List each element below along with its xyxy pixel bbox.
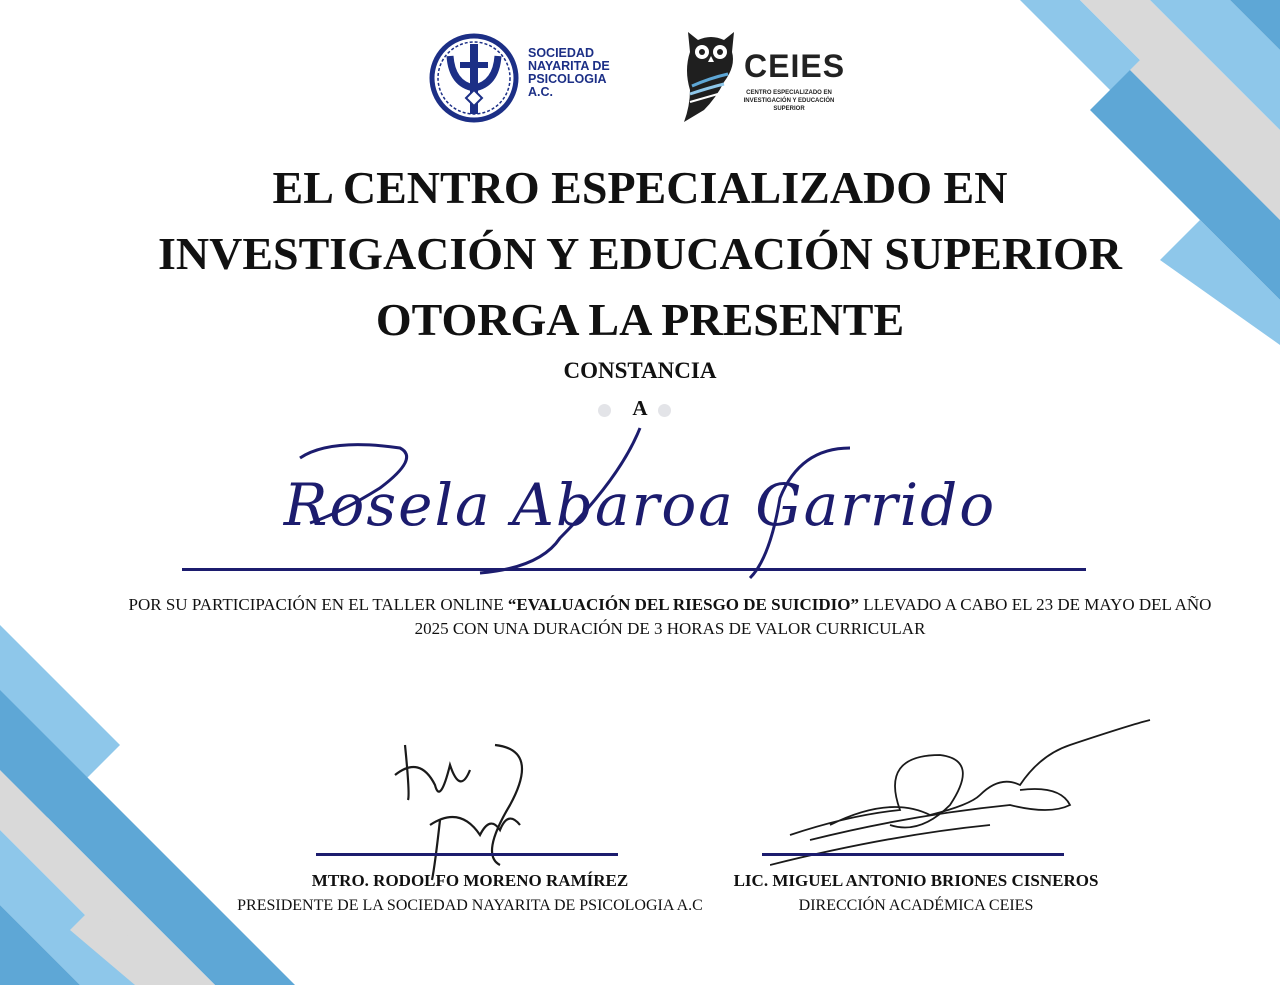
recipient-underline	[182, 568, 1086, 571]
signatory-2-name: LIC. MIGUEL ANTONIO BRIONES CISNEROS	[733, 871, 1099, 890]
snp-line-1: SOCIEDAD	[528, 46, 594, 60]
snp-name	[528, 47, 628, 99]
signature-drawing-1	[380, 725, 550, 885]
ceies-logo	[680, 26, 850, 126]
constancia-label: CONSTANCIA	[563, 358, 717, 383]
title-line-2: INVESTIGACIÓN Y EDUCACIÓN SUPERIOR	[157, 228, 1122, 279]
title-line-3: OTORGA LA PRESENTE	[375, 294, 905, 345]
reason-prefix: POR SU PARTICIPACIÓN EN EL TALLER ONLINE	[128, 595, 508, 614]
snp-line-4: A.C.	[528, 85, 553, 99]
snp-line-2: NAYARITA DE	[528, 59, 610, 73]
signatory-1-role: PRESIDENTE DE LA SOCIEDAD NAYARITA DE PSICOLOGIA A.C	[237, 897, 703, 914]
decorative-dot	[658, 404, 671, 417]
ceies-subtitle: CENTRO ESPECIALIZADO EN INVESTIGACIÓN Y EDUCACIÓN SUPERIOR	[743, 90, 835, 112]
signature-line-2	[762, 853, 1064, 856]
reason-suffix: LLEVADO A CABO EL 23 DE MAYO DEL AÑO 2025 CON UNA DURACIÓN DE 3 HORAS DE VALOR CURRICULAR	[414, 595, 1212, 638]
workshop-title: “EVALUACIÓN DEL RIESGO DE SUICIDIO”	[507, 595, 859, 614]
signature-line-1	[316, 853, 618, 856]
snp-emblem-icon	[428, 32, 524, 124]
signatory-2-role: DIRECCIÓN ACADÉMICA CEIES	[798, 897, 1034, 914]
title-line-1: EL CENTRO ESPECIALIZADO EN	[272, 162, 1008, 213]
ceies-name: CEIES	[744, 48, 846, 84]
certificate-title	[80, 155, 1200, 353]
snp-logo	[428, 32, 628, 124]
signatory-1-name: MTRO. RODOLFO MORENO RAMÍREZ	[311, 871, 629, 890]
snp-line-3: PSICOLOGIA	[528, 72, 607, 86]
a-label: A	[632, 396, 648, 420]
signature-drawing-2	[770, 715, 1170, 875]
certificate-reason	[120, 593, 1220, 641]
recipient-name: Rosela Abaroa Garrido	[283, 471, 997, 539]
